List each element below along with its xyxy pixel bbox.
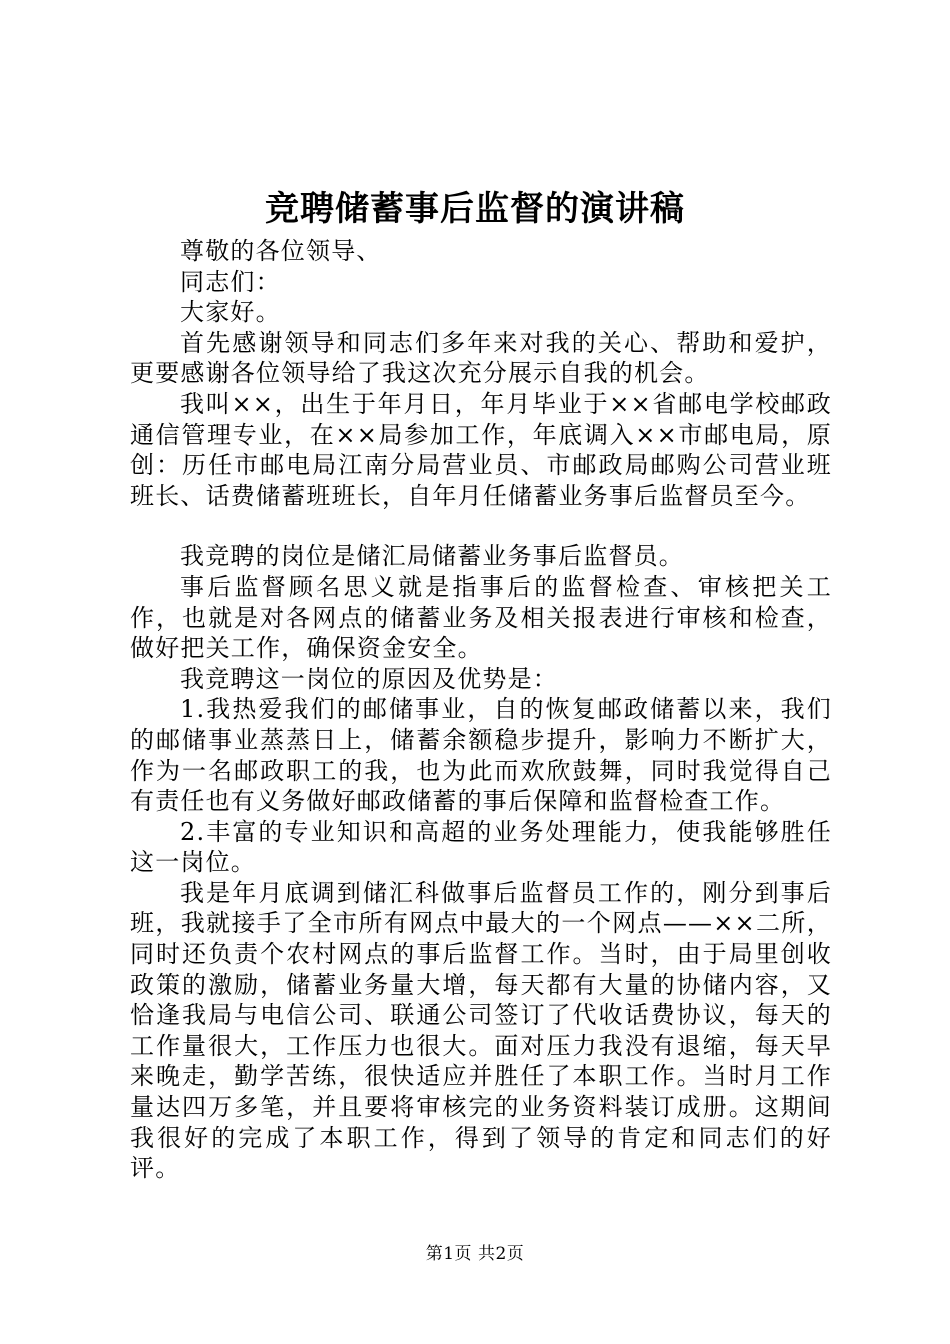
page-footer: 第1页 共2页 (425, 1244, 525, 1264)
salutation-line-2: 同志们： (180, 267, 281, 296)
paragraph-reasons-heading: 我竞聘这一岗位的原因及优势是： (180, 664, 558, 693)
paragraph-thanks: 首先感谢领导和同志们多年来对我的关心、帮助和爱护，更要感谢各位领导给了我这次充分展示自我的机会。 (130, 328, 832, 388)
salutation-line-1: 尊敬的各位领导、 (180, 237, 382, 265)
paragraph-position: 我竞聘的岗位是储汇局储蓄业务事后监督员。 (180, 542, 684, 571)
paragraph-experience: 我是年月底调到储汇科做事后监督员工作的，刚分到事后班，我就接手了全市所有网点中最大的一个网点——××二所，同时还负责个农村网点的事后监督工作。当时，由于局里创收政策的激励，储蓄业务量大增，每天都有大量的协储内容，又恰逢我局与电信公司、联通公司签订了代收话费协议，每天的工作量很大，工作压力也很大。面对压力我没有退缩，每天早来晚走，勤学苦练，很快适应并胜任了本职工作。当时月工作量达四万多笔，并且要将审核完的业务资料装订成册。这期间我很好的完成了本职工作，得到了领导的肯定和同志们的好评。 (130, 878, 832, 1183)
paragraph-reason-2: 2.丰富的专业知识和高超的业务处理能力，使我能够胜任这一岗位。 (130, 817, 832, 877)
paragraph-definition: 事后监督顾名思义就是指事后的监督检查、审核把关工作，也就是对各网点的储蓄业务及相关报表进行审核和检查，做好把关工作，确保资金安全。 (130, 572, 832, 663)
document-body (130, 236, 832, 1184)
paragraph-reason-1: 1.我热爱我们的邮储事业，自的恢复邮政储蓄以来，我们的邮储事业蒸蒸日上，储蓄余额稳步提升，影响力不断扩大，作为一名邮政职工的我，也为此而欢欣鼓舞，同时我觉得自己有责任也有义务做好邮政储蓄的事后保障和监督检查工作。 (130, 695, 832, 816)
paragraph-introduction: 我叫××，出生于年月日，年月毕业于××省邮电学校邮政通信管理专业，在××局参加工作，年底调入××市邮电局，原创：历任市邮电局江南分局营业员、市邮政局邮购公司营业班班长、话费储蓄班班长，自年月任储蓄业务事后监督员至今。 (130, 389, 832, 510)
greeting-line: 大家好。 (180, 298, 281, 327)
document-title: 竞聘储蓄事后监督的演讲稿 (265, 189, 685, 229)
